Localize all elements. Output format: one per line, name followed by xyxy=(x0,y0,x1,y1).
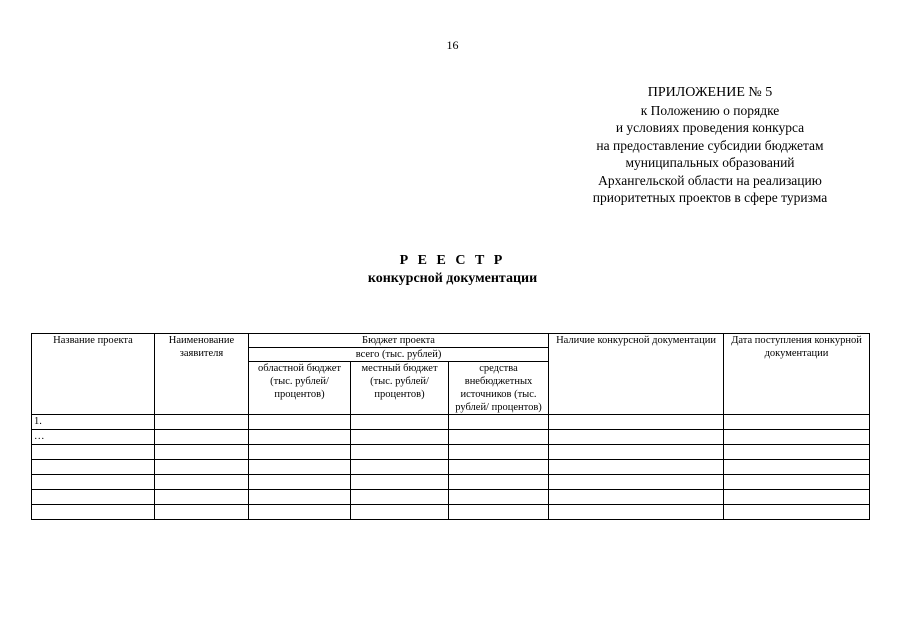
table-cell xyxy=(351,415,449,430)
cell-number xyxy=(32,490,155,505)
table-cell xyxy=(549,505,724,520)
header-date: Дата поступления конкурной документации xyxy=(724,334,870,415)
table-cell xyxy=(549,490,724,505)
table-cell xyxy=(155,430,249,445)
table-cell xyxy=(155,490,249,505)
table-cell xyxy=(549,430,724,445)
registry-table xyxy=(31,333,870,520)
header-project-name: Название проекта xyxy=(32,334,155,415)
document-title xyxy=(0,252,905,288)
title-subtitle: конкурсной документации xyxy=(367,271,538,286)
table-cell xyxy=(724,445,870,460)
table-cell xyxy=(351,460,449,475)
table-cell xyxy=(249,490,351,505)
appendix-line: приоритетных проектов в сфере туризма xyxy=(592,190,828,205)
table-cell xyxy=(155,460,249,475)
cell-number xyxy=(32,505,155,520)
appendix-line: и условиях проведения конкурса xyxy=(615,120,805,135)
header-regional-budget: областной бюджет (тыс. рублей/ процентов) xyxy=(249,362,351,415)
table-cell xyxy=(351,490,449,505)
table-cell xyxy=(155,415,249,430)
table-cell xyxy=(155,505,249,520)
table-cell xyxy=(549,445,724,460)
table-cell xyxy=(449,430,549,445)
table-cell xyxy=(724,430,870,445)
page-number: 16 xyxy=(446,38,459,52)
table-cell xyxy=(449,415,549,430)
table-cell xyxy=(155,445,249,460)
table-cell xyxy=(351,445,449,460)
header-local-budget: местный бюджет (тыс. рублей/ процентов) xyxy=(351,362,449,415)
table-cell xyxy=(249,505,351,520)
table-cell xyxy=(449,460,549,475)
cell-number: … xyxy=(32,430,155,445)
cell-number: 1. xyxy=(32,415,155,430)
table-cell xyxy=(724,475,870,490)
header-budget: Бюджет проекта xyxy=(249,334,549,348)
table-cell xyxy=(351,430,449,445)
table-row xyxy=(32,460,870,475)
header-extrabudget: средства внебюджетных источников (тыс. рублей/ процентов) xyxy=(449,362,549,415)
table-cell xyxy=(351,475,449,490)
table-cell xyxy=(549,415,724,430)
table-cell xyxy=(449,505,549,520)
appendix-block xyxy=(560,84,860,207)
table-cell xyxy=(724,490,870,505)
table-cell xyxy=(249,430,351,445)
table-cell xyxy=(549,475,724,490)
cell-number xyxy=(32,475,155,490)
appendix-line: муниципальных образований xyxy=(625,155,795,170)
table-cell xyxy=(249,460,351,475)
table-cell xyxy=(724,505,870,520)
table-cell xyxy=(449,475,549,490)
table-cell xyxy=(249,445,351,460)
table-row xyxy=(32,430,870,445)
table-row xyxy=(32,415,870,430)
cell-number xyxy=(32,460,155,475)
table-cell xyxy=(249,415,351,430)
appendix-line: к Положению о порядке xyxy=(640,102,780,118)
table-cell xyxy=(724,460,870,475)
table-row xyxy=(32,490,870,505)
cell-number xyxy=(32,445,155,460)
table-row xyxy=(32,475,870,490)
appendix-line: на предоставление субсидии бюджетам xyxy=(596,137,824,153)
table-cell xyxy=(724,415,870,430)
table-row xyxy=(32,445,870,460)
table-cell xyxy=(549,460,724,475)
table-cell xyxy=(449,490,549,505)
header-budget-total: всего (тыс. рублей) xyxy=(249,348,549,362)
title-registry: Р Е Е С Т Р xyxy=(399,253,506,268)
table-cell xyxy=(249,475,351,490)
appendix-line: Архангельской области на реализацию xyxy=(598,172,822,188)
table-cell xyxy=(449,445,549,460)
table-cell xyxy=(351,505,449,520)
header-documentation: Наличие конкурсной документации xyxy=(549,334,724,415)
header-applicant: Наименование заявителя xyxy=(155,334,249,415)
table-row xyxy=(32,505,870,520)
appendix-heading: ПРИЛОЖЕНИЕ № 5 xyxy=(647,85,773,100)
table-cell xyxy=(155,475,249,490)
